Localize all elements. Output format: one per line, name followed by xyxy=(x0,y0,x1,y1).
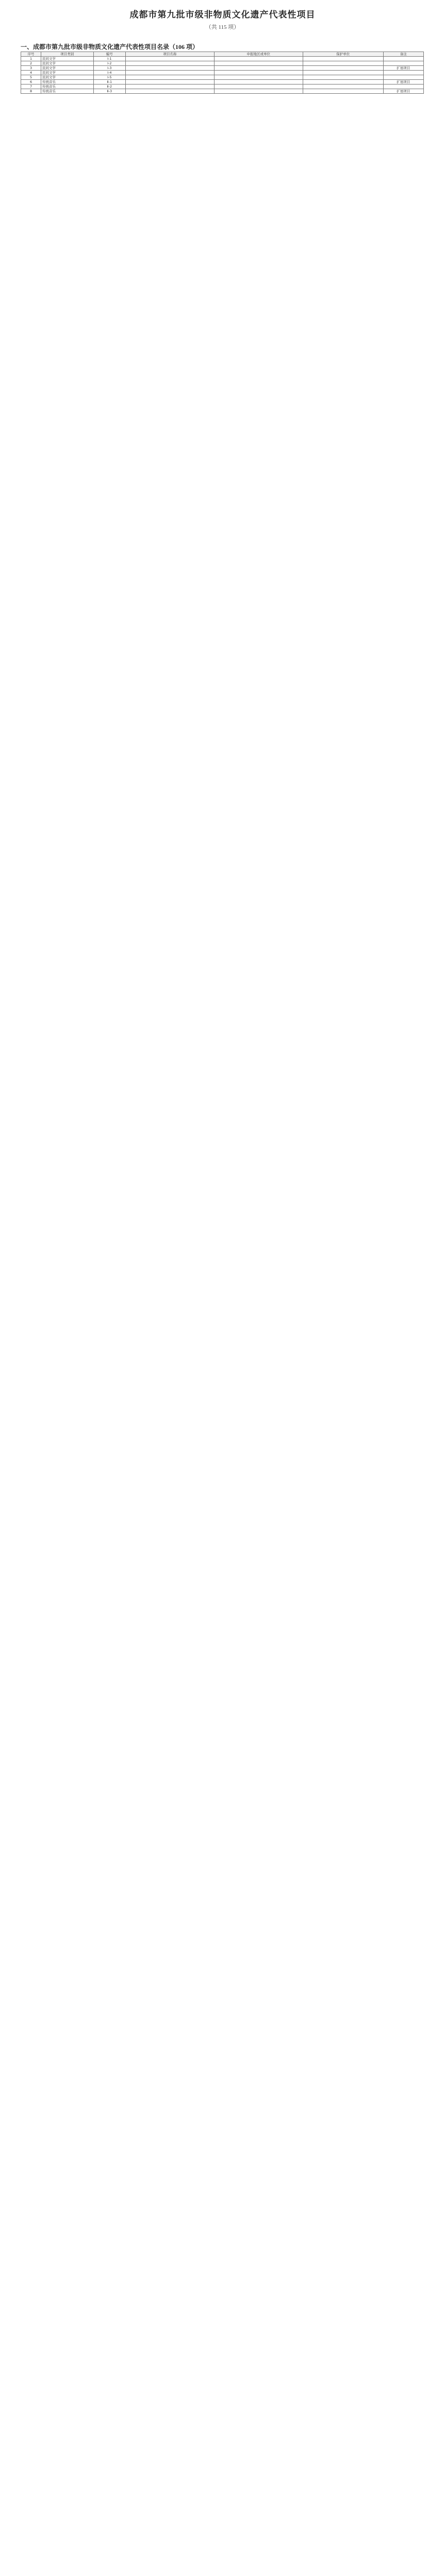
cell-protector xyxy=(303,84,383,89)
cell-region xyxy=(214,61,303,66)
cell-protector xyxy=(303,89,383,94)
cell-note xyxy=(383,75,423,80)
cell-project-name xyxy=(126,75,215,80)
cell-code: Ⅱ-1 xyxy=(93,80,125,84)
cell-code: Ⅰ-4 xyxy=(93,71,125,75)
col-header-protector: 保护单位 xyxy=(303,52,383,57)
cell-index: 7 xyxy=(21,84,41,89)
cell-project-name xyxy=(126,89,215,94)
table-row xyxy=(21,66,424,71)
cell-region xyxy=(214,75,303,80)
cell-project-name xyxy=(126,71,215,75)
cell-category: 传统音乐 xyxy=(41,89,94,94)
cell-region xyxy=(214,66,303,71)
cell-code: Ⅱ-3 xyxy=(93,89,125,94)
cell-region xyxy=(214,89,303,94)
cell-project-name xyxy=(126,80,215,84)
table-row xyxy=(21,80,424,84)
cell-protector xyxy=(303,71,383,75)
table-row xyxy=(21,57,424,61)
section-heading-1: 一、成都市第九批市级非物质文化遗产代表性项目名录（106 项） xyxy=(21,43,199,50)
cell-index: 5 xyxy=(21,75,41,80)
cell-note xyxy=(383,61,423,66)
cell-category: 传统音乐 xyxy=(41,84,94,89)
cell-index: 8 xyxy=(21,89,41,94)
cell-category: 民间文学 xyxy=(41,66,94,71)
col-header-index: 序号 xyxy=(21,52,41,57)
cell-protector xyxy=(303,66,383,71)
table-row xyxy=(21,75,424,80)
cell-code: Ⅱ-2 xyxy=(93,84,125,89)
cell-protector xyxy=(303,61,383,66)
table-row xyxy=(21,71,424,75)
cell-index: 3 xyxy=(21,66,41,71)
col-header-project-name: 项目名称 xyxy=(126,52,215,57)
cell-category: 民间文学 xyxy=(41,61,94,66)
cell-protector xyxy=(303,57,383,61)
cell-protector xyxy=(303,80,383,84)
cell-project-name xyxy=(126,57,215,61)
cell-region xyxy=(214,57,303,61)
cell-note xyxy=(383,57,423,61)
cell-index: 1 xyxy=(21,57,41,61)
cell-category: 民间文学 xyxy=(41,75,94,80)
cell-region xyxy=(214,84,303,89)
cell-note xyxy=(383,71,423,75)
cell-project-name xyxy=(126,84,215,89)
cell-project-name xyxy=(126,61,215,66)
cell-code: Ⅰ-5 xyxy=(93,75,125,80)
table-row xyxy=(21,84,424,89)
cell-index: 2 xyxy=(21,61,41,66)
cell-project-name xyxy=(126,66,215,71)
cell-category: 民间文学 xyxy=(41,57,94,61)
cell-code: Ⅰ-3 xyxy=(93,66,125,71)
col-header-category: 项目类别 xyxy=(41,52,94,57)
cell-code: Ⅰ-2 xyxy=(93,61,125,66)
document-title: 成都市第九批市级非物质文化遗产代表性项目 xyxy=(129,10,316,20)
cell-region xyxy=(214,80,303,84)
document-subtitle: （共 115 项） xyxy=(205,24,240,30)
col-header-region: 申报地区或单位 xyxy=(214,52,303,57)
cell-index: 4 xyxy=(21,71,41,75)
cell-protector xyxy=(303,75,383,80)
project-table-1 xyxy=(21,52,424,94)
cell-category: 传统音乐 xyxy=(41,80,94,84)
cell-region xyxy=(214,71,303,75)
cell-index: 6 xyxy=(21,80,41,84)
cell-note: 扩展项目 xyxy=(383,89,423,94)
cell-note: 扩展项目 xyxy=(383,80,423,84)
cell-note: 扩展项目 xyxy=(383,66,423,71)
table-row xyxy=(21,61,424,66)
table-row xyxy=(21,89,424,94)
col-header-code: 编号 xyxy=(93,52,125,57)
cell-code: Ⅰ-1 xyxy=(93,57,125,61)
table-header-row xyxy=(21,52,424,57)
cell-note xyxy=(383,84,423,89)
cell-category: 民间文学 xyxy=(41,71,94,75)
col-header-note: 备注 xyxy=(383,52,423,57)
